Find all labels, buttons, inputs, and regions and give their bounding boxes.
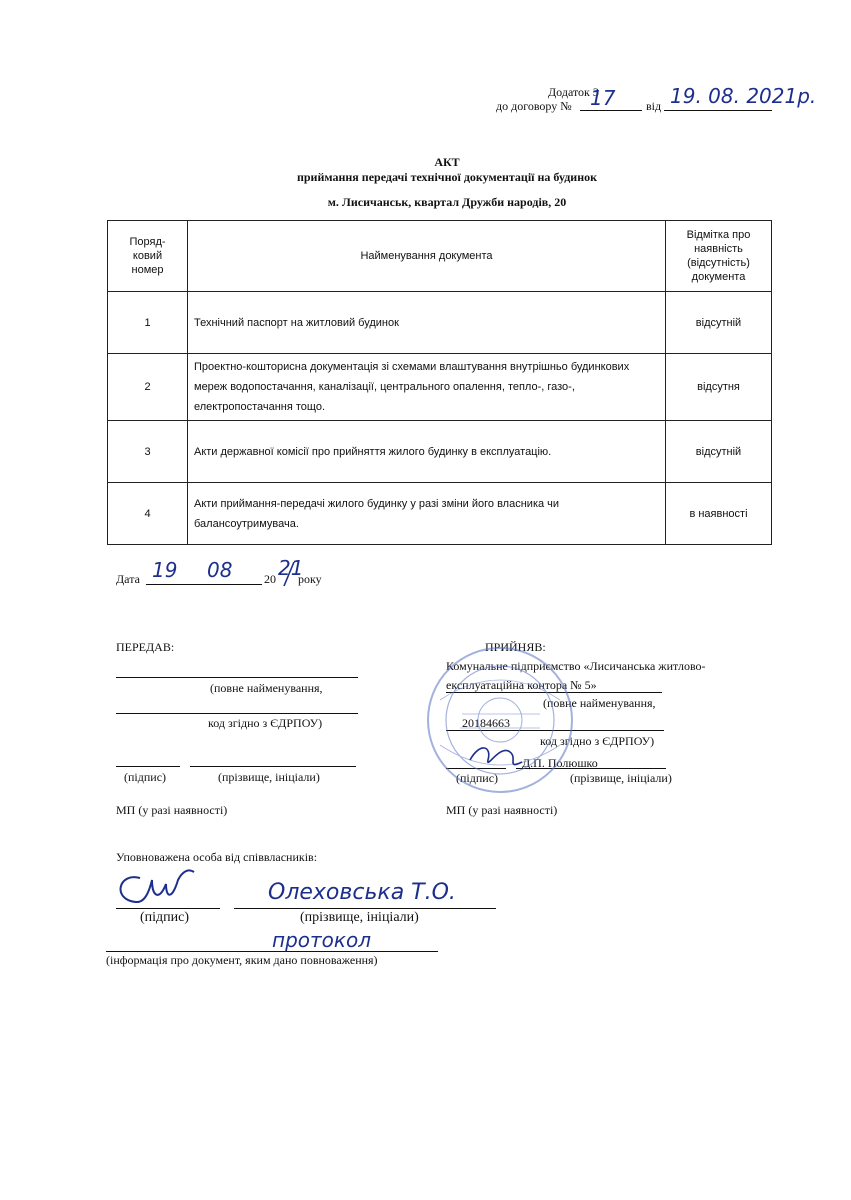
date-year-hand: 21 <box>278 556 304 580</box>
row-number: 1 <box>108 292 188 354</box>
date-label: Дата <box>116 572 140 586</box>
row-document-name: Акти державної комісії про прийняття жилого будинку в експлуатацію. <box>188 421 666 483</box>
date-slash-icon <box>284 562 294 586</box>
stamp-text-lines <box>460 714 540 728</box>
date-year-suffix: року <box>298 572 322 586</box>
sender-signature-caption: (підпис) <box>124 770 167 784</box>
doc-heading: АКТ <box>434 155 460 169</box>
stamp-inner-ring <box>446 666 554 774</box>
appendix-contract-from: від <box>646 99 662 113</box>
row-status: відсутній <box>666 292 772 354</box>
contract-date: 19. 08. 2021р. <box>670 84 817 108</box>
row-document-name: Проектно-кошторисна документація зі схемами влаштування внутрішньо будинкових мереж водопостачання, каналізації, центрального опалення, тепло-, газо-, електропостачання тощо. <box>188 354 666 421</box>
row-number: 2 <box>108 354 188 421</box>
appendix-contract-prefix: до договору № <box>496 99 572 113</box>
row-number: 4 <box>108 483 188 545</box>
header-number: Поряд- ковий номер <box>108 221 188 292</box>
sender-heading: ПЕРЕДАВ: <box>116 640 175 654</box>
receiver-org-line2: експлуатаційна контора № 5» <box>446 678 597 692</box>
date-month: 08 <box>207 558 233 582</box>
doc-address: м. Лисичанськ, квартал Дружби народів, 20 <box>327 195 567 209</box>
authorized-heading: Уповноважена особа від співвласників: <box>116 850 318 864</box>
header-status: Відмітка про наявність (відсутність) документа <box>666 221 772 292</box>
org-stamp <box>428 648 572 792</box>
stamp-text-arc-bottom <box>440 745 560 765</box>
authorized-signature-caption: (підпис) <box>140 910 190 925</box>
receiver-edrpou: 20184663 <box>462 716 510 730</box>
receiver-full-name-caption: (повне найменування, <box>543 696 656 710</box>
row-status: в наявності <box>666 483 772 545</box>
authority-doc-hand: протокол <box>272 928 371 952</box>
sender-full-name-caption: (повне найменування, <box>210 681 323 695</box>
row-number: 3 <box>108 421 188 483</box>
header-name: Найменування документа <box>188 221 666 292</box>
receiver-stamp-caption: МП (у разі наявності) <box>446 803 558 817</box>
receiver-name-caption: (прізвище, ініціали) <box>570 771 672 785</box>
receiver-signature-caption: (підпис) <box>456 771 499 785</box>
date-day: 19 <box>152 558 178 582</box>
row-status: відсутній <box>666 421 772 483</box>
contract-number: 17 <box>590 86 616 110</box>
receiver-org-line1: Комунальне підприємство «Лисичанська житлово- <box>446 659 706 673</box>
authority-doc-caption: (інформація про документ, яким дано повноваження) <box>106 953 378 967</box>
doc-subtitle: приймання передачі технічної документації на будинок <box>296 170 598 184</box>
stamp-center-ring <box>478 698 522 742</box>
sender-stamp-caption: МП (у разі наявності) <box>116 803 228 817</box>
row-document-name: Технічний паспорт на житловий будинок <box>188 292 666 354</box>
date-year-prefix: 20 <box>264 572 276 586</box>
receiver-heading: ПРИЙНЯВ: <box>485 640 546 654</box>
stamp-outer-ring <box>428 648 572 792</box>
authorized-signature-icon <box>121 870 194 902</box>
row-document-name: Акти приймання-передачі жилого будинку у разі зміни його власника чи балансоутримувача. <box>188 483 666 545</box>
authorized-signer-name: Олеховська Т.О. <box>268 880 456 905</box>
sender-name-caption: (прізвище, ініціали) <box>218 770 320 784</box>
receiver-edrpou-caption: код згідно з ЄДРПОУ) <box>540 734 655 748</box>
stamp-text-arc-top <box>440 680 560 700</box>
row-status: відсутня <box>666 354 772 421</box>
sender-edrpou-caption: код згідно з ЄДРПОУ) <box>208 716 323 730</box>
authorized-name-caption: (прізвище, ініціали) <box>300 910 419 925</box>
appendix-title: Додаток 3 <box>548 85 599 99</box>
receiver-signer-name: Д.П. Полюшко <box>522 756 598 770</box>
